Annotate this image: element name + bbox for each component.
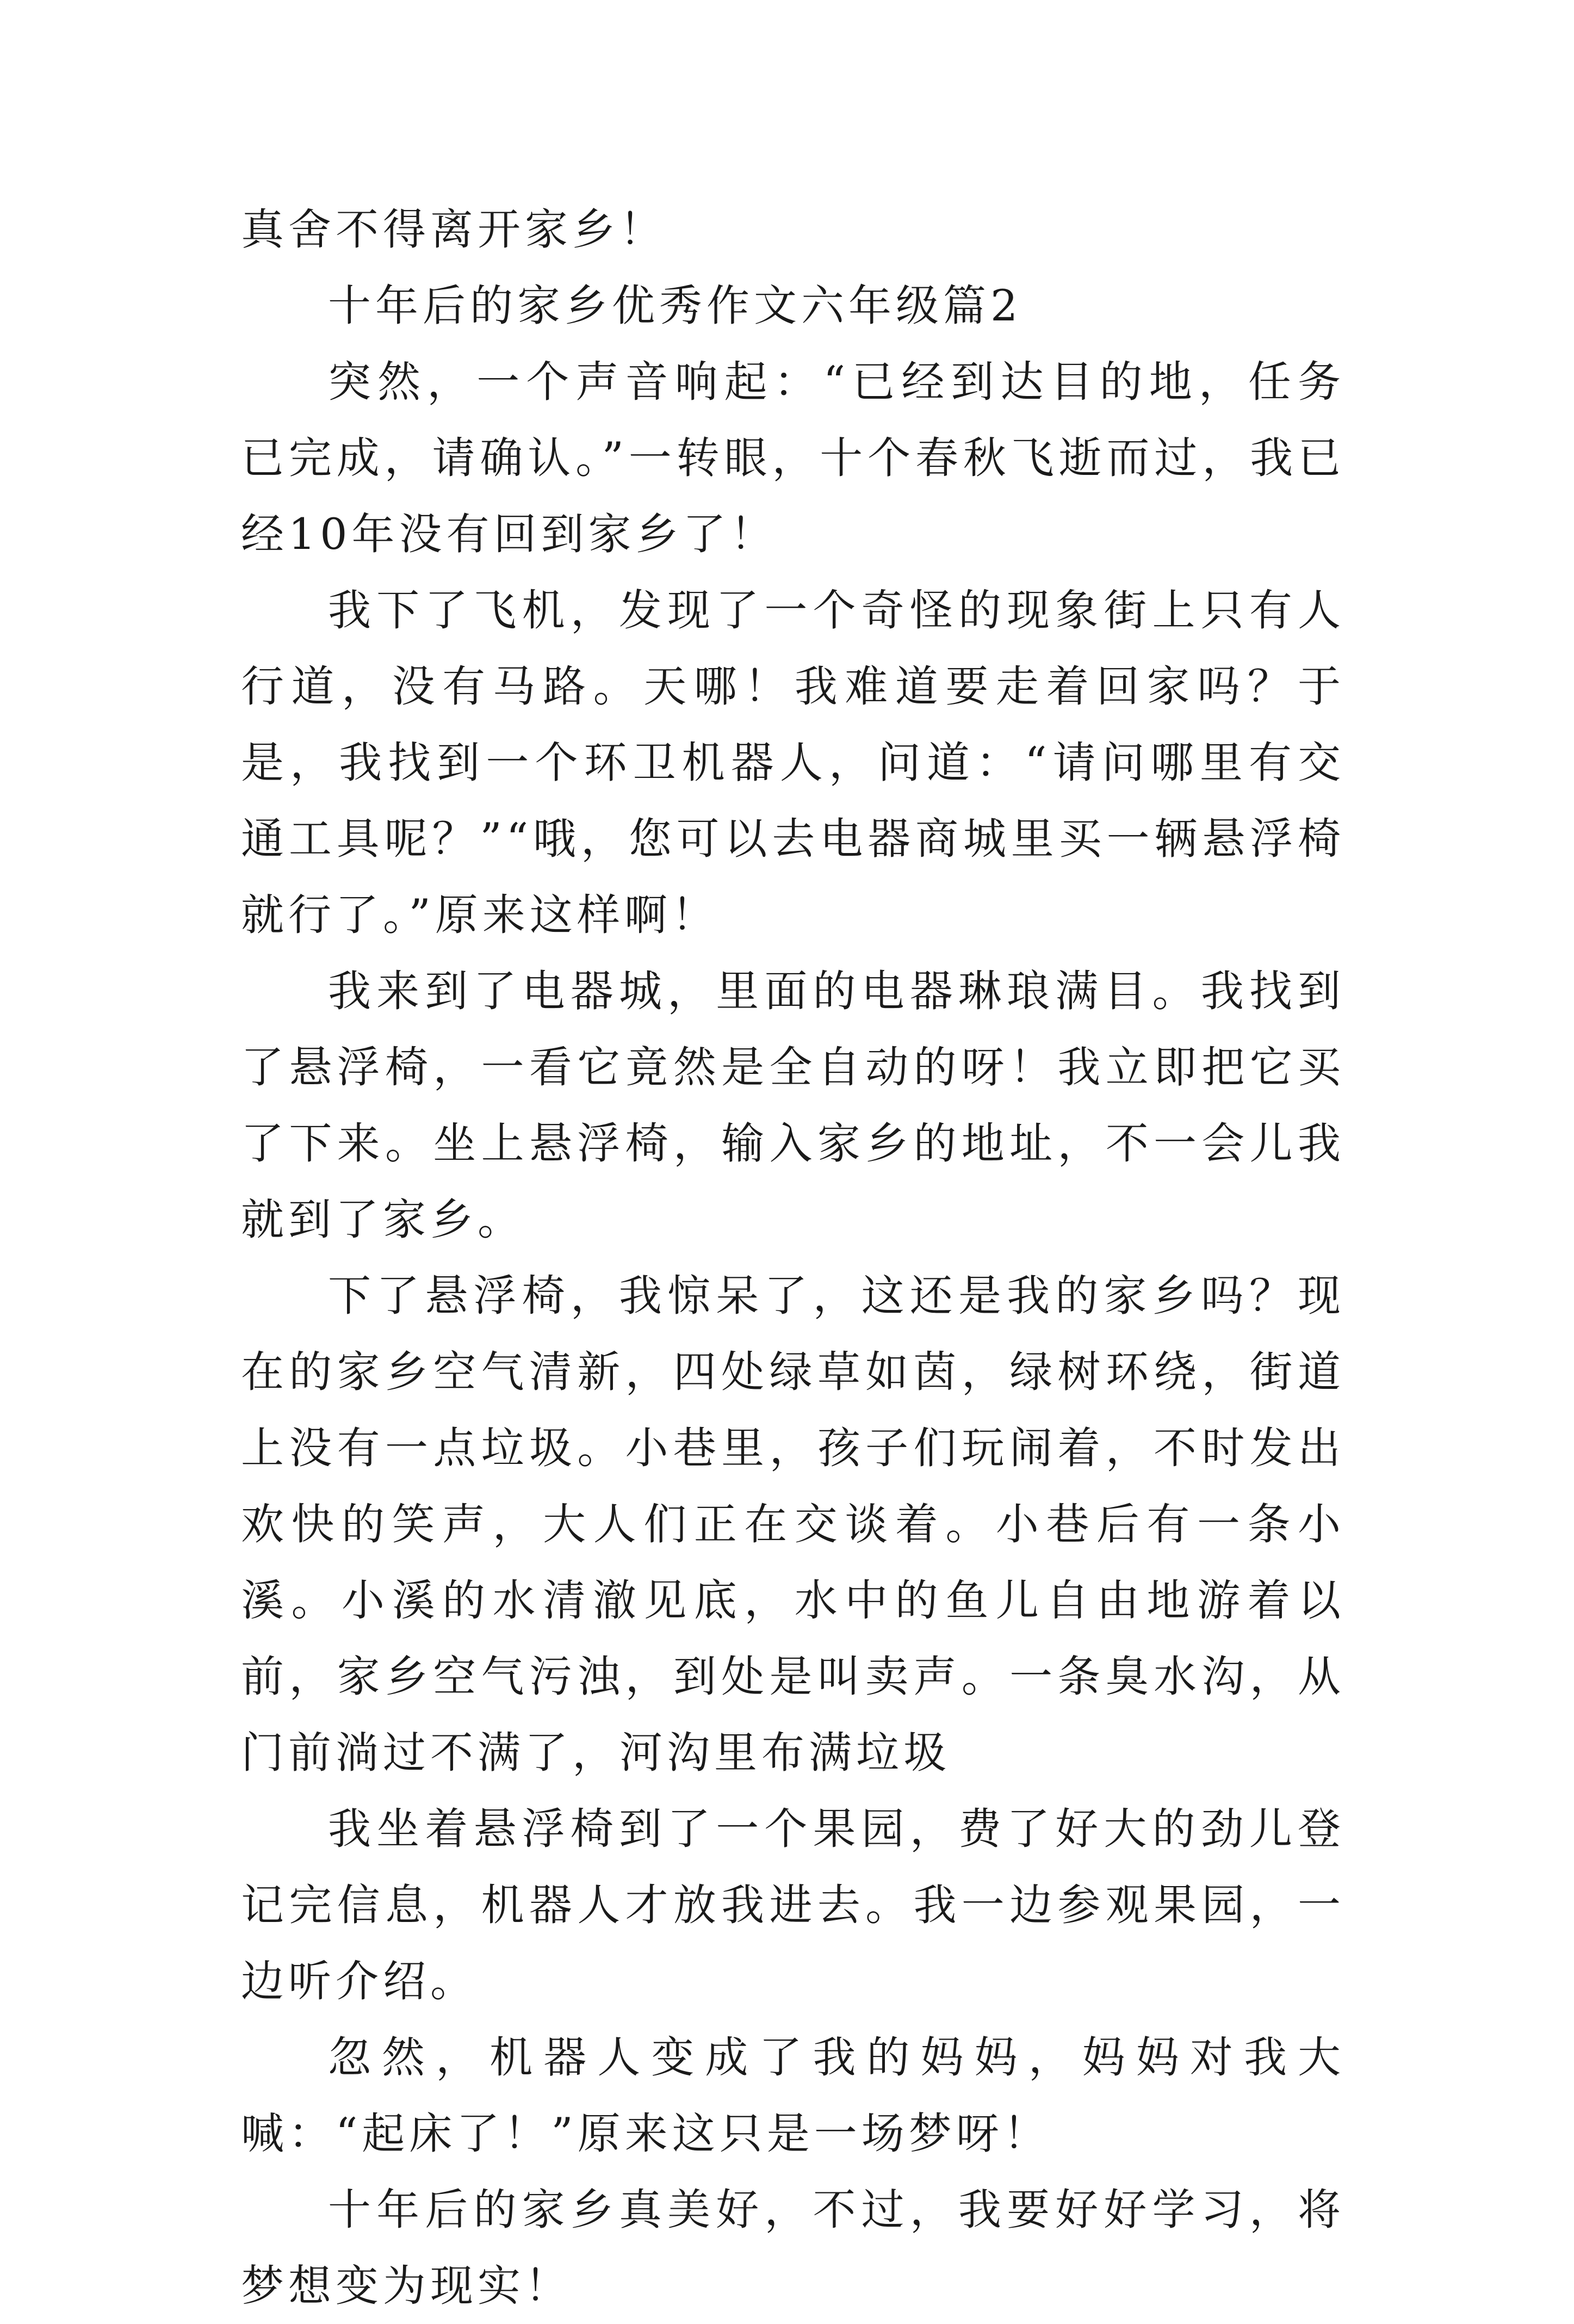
paragraph-continuation: 真舍不得离开家乡！ [241, 205, 667, 255]
paragraph: 我来到了电器城，里面的电器琳琅满目。我找到了悬浮椅，一看它竟然是全自动的呀！我立即把它买了下来。坐上悬浮椅，输入家乡的地址，不一会儿我就到了家乡。 [241, 966, 1345, 1245]
paragraph: 忽然，机器人变成了我的妈妈，妈妈对我大喊：“起床了！”原来这只是一场梦呀！ [241, 2032, 1345, 2159]
paragraph: 下了悬浮椅，我惊呆了，这还是我的家乡吗？现在的家乡空气清新，四处绿草如茵，绿树环绕，街道上没有一点垃圾。小巷里，孩子们玩闹着，不时发出欢快的笑声，大人们正在交谈着。小巷后有一条小溪。小溪的水清澈见底，水中的鱼儿自由地游着以前，家乡空气污浊，到处是叫卖声。一条臭水沟，从门前淌过不满了，河沟里布满垃圾 [241, 1271, 1345, 1778]
section-heading: 十年后的家乡优秀作文六年级篇2 [328, 281, 1023, 331]
paragraph: 突然，一个声音响起：“已经到达目的地，任务已完成，请确认。”一转眼，十个春秋飞逝而过，我已经10年没有回到家乡了！ [241, 357, 1345, 559]
paragraph: 十年后的家乡真美好，不过，我要好好学习，将梦想变为现实！ [241, 2185, 1345, 2311]
paragraph: 我坐着悬浮椅到了一个果园，费了好大的劲儿登记完信息，机器人才放我进去。我一边参观果园，一边听介绍。 [241, 1804, 1345, 2006]
paragraph: 我下了飞机，发现了一个奇怪的现象街上只有人行道，没有马路。天哪！我难道要走着回家吗？于是，我找到一个环卫机器人，问道：“请问哪里有交通工具呢？”“哦，您可以去电器商城里买一辆悬浮椅就行了。”原来这样啊！ [241, 585, 1345, 940]
document-body [241, 191, 1345, 2324]
